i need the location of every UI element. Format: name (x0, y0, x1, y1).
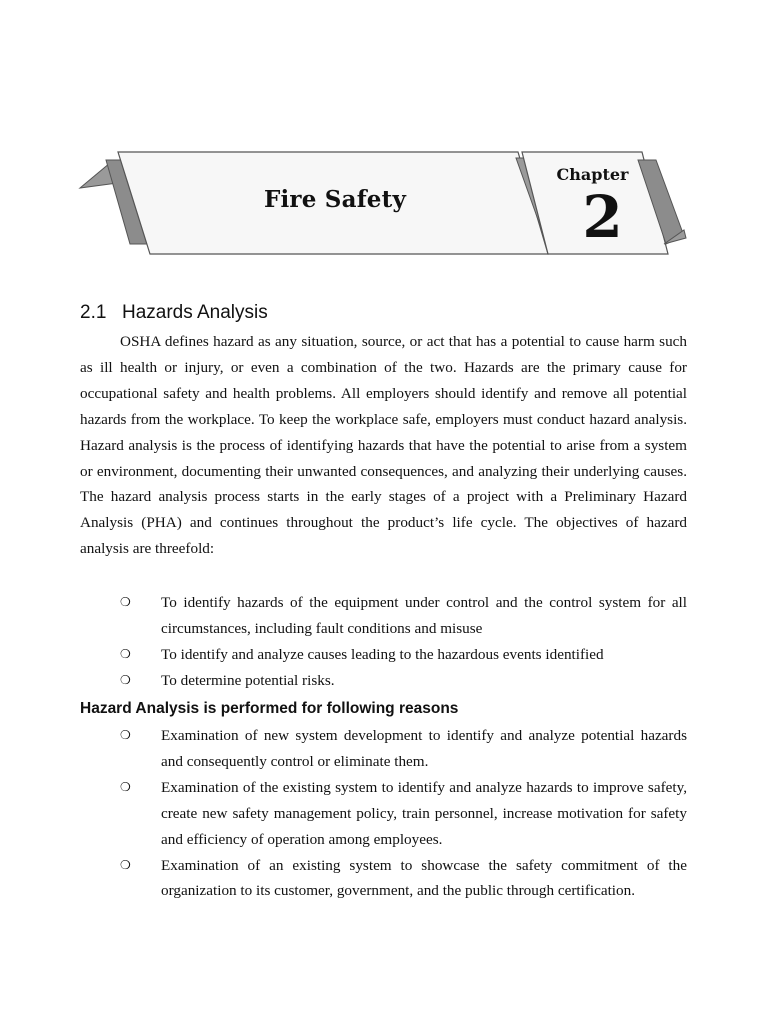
objectives-list (80, 590, 687, 694)
chapter-title: Fire Safety (263, 186, 407, 213)
bullet-icon: ❍ (120, 728, 131, 742)
list-item-text: To identify and analyze causes leading to the hazardous events identified (161, 645, 604, 663)
bullet-icon: ❍ (120, 595, 131, 609)
list-item (80, 668, 687, 694)
list-item (80, 775, 687, 853)
bullet-icon: ❍ (120, 857, 131, 872)
bullet-icon: ❍ (120, 672, 131, 687)
list-item (80, 642, 687, 668)
list-item (80, 853, 687, 905)
intro-paragraph: OSHA defines hazard as any situation, source, or act that has a potential to cause harm such as ill health or injury, or even a combination of the two. Hazards are the primary cause for occupational safety and health problems. All employers should identify and remove all potential hazards from the workplace. To keep the workplace safe, employers must conduct hazard analysis. Hazard analysis is the process of identifying hazards that have the potential to arise from a system or environment, documenting their unwanted consequences, and analyzing their underlying causes. The hazard analysis process starts in the early stages of a project with a Preliminary Hazard Analysis (PHA) and continues throughout the product’s life cycle. The objectives of hazard analysis are threefold: (80, 333, 687, 558)
reasons-list (80, 723, 687, 904)
list-item (80, 590, 687, 642)
list-item-text: Examination of an existing system to showcase the safety commitment of the organization to its customer, government, and the public through certification. (161, 856, 687, 900)
bullet-icon: ❍ (120, 779, 131, 794)
list-item-text: Examination of the existing system to identify and analyze hazards to improve safety, create new safety management policy, train personnel, increase motivation for safety and efficiency of operation among employees. (161, 778, 687, 848)
reasons-heading: Hazard Analysis is performed for following reasons (80, 700, 459, 717)
section-number: 2.1 (80, 302, 107, 323)
bullet-icon: ❍ (120, 646, 131, 661)
section-title: Hazards Analysis (122, 302, 268, 323)
chapter-number: 2 (582, 183, 623, 251)
list-item-text: Examination of new system development to identify and analyze potential hazards and consequently control or eliminate them. (161, 727, 687, 770)
section-heading (80, 302, 268, 324)
list-item (80, 723, 687, 775)
list-item-text: To determine potential risks. (161, 671, 335, 689)
chapter-label: Chapter (556, 165, 629, 184)
list-item-text: To identify hazards of the equipment under control and the control system for all circumstances, including fault conditions and misuse (161, 594, 687, 637)
